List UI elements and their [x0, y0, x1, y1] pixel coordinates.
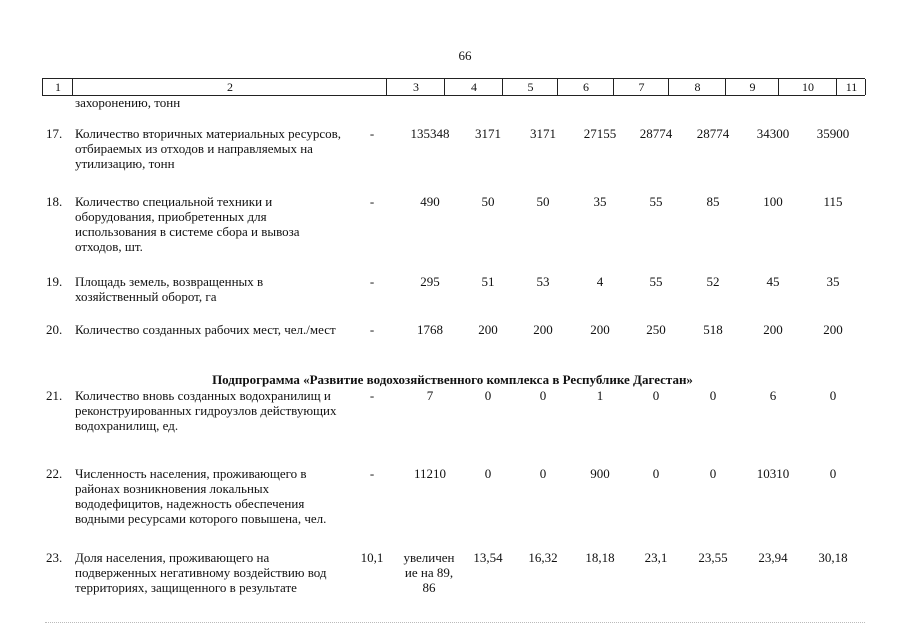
- value-col-8: 55: [649, 194, 663, 209]
- value-col-4: 135348: [410, 126, 450, 141]
- value-col-11: 30,18: [818, 550, 848, 565]
- row-number: 22.: [46, 466, 63, 481]
- row-number: 23.: [46, 550, 63, 565]
- value-col-9: 23,55: [698, 550, 728, 565]
- header-cell: 9: [725, 79, 779, 95]
- value-col-3: -: [369, 274, 375, 289]
- value-col-3: -: [369, 388, 375, 403]
- row-description: Количество вновь созданных водохранилищ и реконструированных гидроузлов действующих водохранилищ, ед.: [75, 388, 337, 433]
- value-col-9: 28774: [696, 126, 730, 141]
- value-col-4: увеличение на 89,86: [403, 550, 455, 595]
- value-col-9: 85: [706, 194, 720, 209]
- header-cell: 7: [613, 79, 669, 95]
- row-description: Доля населения, проживающего на подверженных негативному воздействию вод территориях, защищенного в результате: [75, 550, 327, 595]
- value-col-10: 34300: [756, 126, 790, 141]
- value-col-9: 518: [703, 322, 723, 337]
- value-col-3: -: [369, 322, 375, 337]
- value-col-3: 10,1: [360, 550, 384, 565]
- row-description: Количество специальной техники и оборудования, приобретенных для использования в системе сбора и вывоза отходов, шт.: [75, 194, 300, 254]
- value-col-11: 0: [829, 466, 837, 481]
- row-number: 18.: [46, 194, 63, 209]
- table-header: [42, 78, 865, 96]
- value-col-7: 27155: [583, 126, 617, 141]
- value-col-8: 28774: [639, 126, 673, 141]
- value-col-10: 200: [763, 322, 783, 337]
- value-col-4: 11210: [413, 466, 447, 481]
- value-col-4: 490: [420, 194, 440, 209]
- value-col-10: 6: [769, 388, 777, 403]
- value-col-6: 16,32: [528, 550, 558, 565]
- value-col-11: 200: [823, 322, 843, 337]
- header-cell: 2: [72, 79, 387, 95]
- value-col-10: 100: [763, 194, 783, 209]
- value-col-6: 0: [539, 388, 547, 403]
- value-col-7: 18,18: [585, 550, 615, 565]
- value-col-6: 53: [536, 274, 550, 289]
- value-col-10: 23,94: [758, 550, 788, 565]
- header-cell: 3: [386, 79, 445, 95]
- header-cell: 5: [502, 79, 558, 95]
- value-col-4: 295: [420, 274, 440, 289]
- value-col-3: -: [369, 194, 375, 209]
- value-col-8: 23,1: [644, 550, 668, 565]
- value-col-6: 0: [539, 466, 547, 481]
- section-title: Подпрограмма «Развитие водохозяйственного комплекса в Республике Дагестан»: [212, 372, 693, 387]
- value-col-5: 50: [481, 194, 495, 209]
- value-col-5: 0: [484, 388, 492, 403]
- row-number: 19.: [46, 274, 63, 289]
- scan-divider: [45, 622, 865, 623]
- value-col-11: 0: [829, 388, 837, 403]
- value-col-7: 1: [596, 388, 604, 403]
- value-col-4: 7: [426, 388, 434, 403]
- value-col-5: 51: [481, 274, 495, 289]
- value-col-7: 4: [596, 274, 604, 289]
- value-col-9: 52: [706, 274, 720, 289]
- value-col-3: -: [369, 466, 375, 481]
- header-right-border: [865, 79, 866, 95]
- row-description: Количество вторичных материальных ресурсов, отбираемых из отходов и направляемых на утилизацию, тонн: [75, 126, 342, 171]
- value-col-9: 0: [709, 466, 717, 481]
- row-description: Площадь земель, возвращенных в хозяйственный оборот, га: [75, 274, 264, 304]
- continuation-text: захоронению, тонн: [75, 95, 181, 110]
- value-col-9: 0: [709, 388, 717, 403]
- header-cell: 8: [668, 79, 726, 95]
- value-col-11: 115: [823, 194, 843, 209]
- value-col-3: -: [369, 126, 375, 141]
- value-col-8: 0: [652, 466, 660, 481]
- value-col-8: 55: [649, 274, 663, 289]
- row-description: Количество созданных рабочих мест, чел./мест: [75, 322, 336, 337]
- row-description: Численность населения, проживающего в районах возникновения локальных вододефицитов, надежность обеспечения водными ресурсами которого повышена, чел.: [75, 466, 327, 526]
- value-col-7: 200: [590, 322, 610, 337]
- value-col-10: 45: [766, 274, 780, 289]
- value-col-7: 35: [593, 194, 607, 209]
- page-number: 66: [458, 48, 472, 63]
- value-col-4: 1768: [417, 322, 443, 337]
- header-cell: 6: [557, 79, 614, 95]
- value-col-11: 35900: [816, 126, 850, 141]
- header-cell: 10: [778, 79, 837, 95]
- value-col-11: 35: [826, 274, 840, 289]
- value-col-10: 10310: [756, 466, 790, 481]
- value-col-6: 3171: [530, 126, 556, 141]
- value-col-7: 900: [590, 466, 610, 481]
- row-number: 21.: [46, 388, 63, 403]
- value-col-6: 50: [536, 194, 550, 209]
- value-col-6: 200: [533, 322, 553, 337]
- header-cell: 11: [836, 79, 866, 95]
- value-col-5: 3171: [475, 126, 501, 141]
- value-col-8: 0: [652, 388, 660, 403]
- value-col-8: 250: [646, 322, 666, 337]
- row-number: 20.: [46, 322, 63, 337]
- value-col-5: 13,54: [473, 550, 503, 565]
- header-cell: 1: [42, 79, 73, 95]
- value-col-5: 0: [484, 466, 492, 481]
- value-col-5: 200: [478, 322, 498, 337]
- header-cell: 4: [444, 79, 503, 95]
- row-number: 17.: [46, 126, 63, 141]
